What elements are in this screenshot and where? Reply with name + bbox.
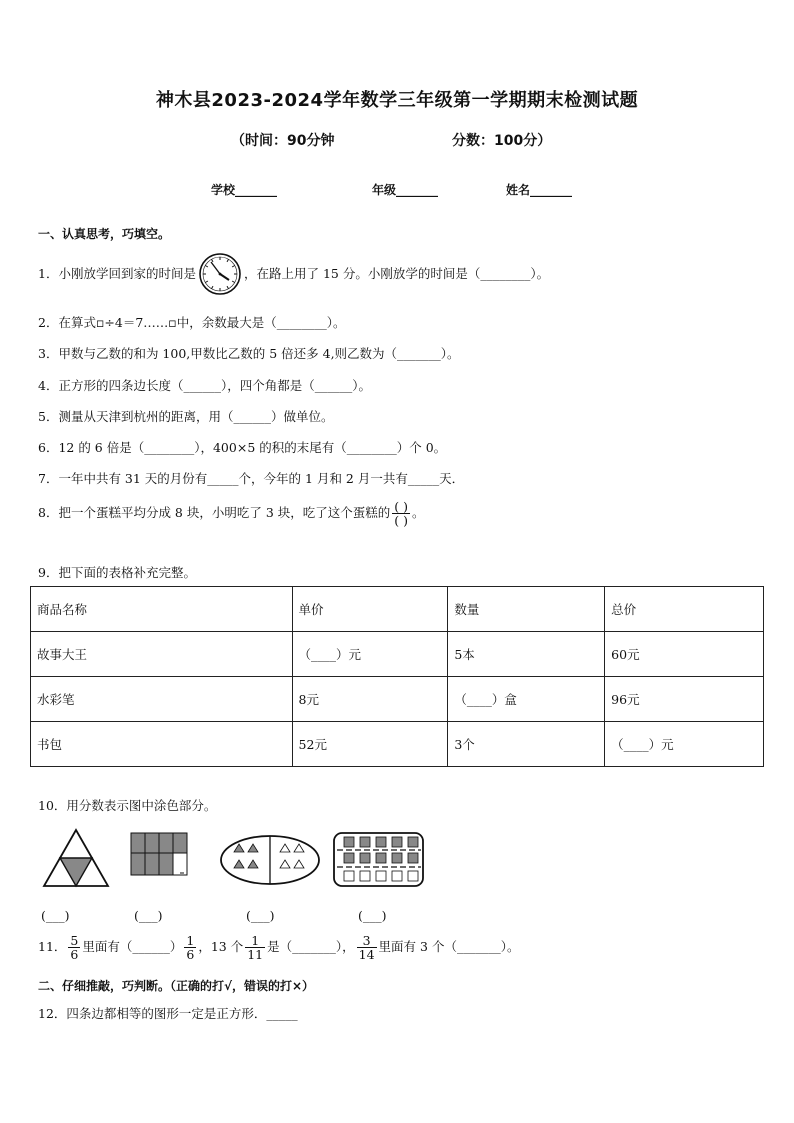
table-cell: 60元: [605, 632, 764, 677]
question-6: 6．12 的 6 倍是（________），400×5 的积的末尾有（________）个 0。: [38, 440, 447, 455]
grid-rectangle-figure: [130, 832, 190, 878]
page-title: 神木县2023-2024学年数学三年级第一学期期末检测试题: [155, 90, 639, 111]
question-2: 2．在算式▫÷4＝7……▫中，余数最大是（________）。: [38, 315, 346, 330]
clock-icon: [198, 252, 242, 296]
question-8-text: 8．把一个蛋糕平均分成 8 块，小明吃了 3 块，吃了这个蛋糕的: [38, 505, 391, 521]
question-7: 7．一年中共有 31 天的月份有_____个，今年的 1 月和 2 月一共有_____天．: [38, 471, 465, 486]
goods-table: [30, 586, 764, 767]
table-row: [31, 722, 764, 767]
question-1: [38, 264, 549, 282]
table-cell: 8元: [292, 677, 448, 722]
section-heading-1: 一、认真思考，巧填空。: [38, 227, 171, 241]
table-cell: 52元: [292, 722, 448, 767]
question-4: 4．正方形的四条边长度（______），四个角都是（______）。: [38, 378, 371, 393]
table-cell-blank[interactable]: （____）元: [605, 722, 764, 767]
question-5: 5．测量从天津到杭州的距离，用（______）做单位。: [38, 409, 334, 424]
fraction-denominator: 6: [186, 947, 195, 963]
fraction-denominator: 14: [358, 947, 375, 963]
question-12: 12．四条边都相等的图形一定是正方形．_____: [38, 1006, 298, 1021]
fraction: [68, 934, 80, 961]
fraction-denominator-blank[interactable]: ( ): [394, 513, 408, 529]
question-11-text: ，13 个: [198, 939, 244, 955]
fraction-numerator: 5: [70, 933, 79, 948]
school-field[interactable]: 学校_______: [211, 183, 278, 197]
fraction: [357, 934, 377, 961]
table-cell: 3个: [448, 722, 605, 767]
question-1-text-before: 1．小刚放学回到家的时间是: [38, 266, 196, 281]
table-row: [31, 632, 764, 677]
fraction: [184, 934, 196, 961]
table-cell-blank[interactable]: （____）盒: [448, 677, 605, 722]
answer-blank[interactable]: (___): [134, 908, 163, 923]
table-header: 单价: [292, 587, 448, 632]
section-heading-2: 二、仔细推敲，巧判断。（正确的打√，错误的打×）: [38, 979, 315, 993]
fraction-numerator: 1: [186, 933, 195, 948]
fraction-denominator: 11: [247, 947, 264, 963]
table-cell: 96元: [605, 677, 764, 722]
question-11-text: 里面有 3 个（_______）。: [378, 939, 520, 955]
answer-blank[interactable]: (___): [358, 908, 387, 923]
exam-score: 分数：100分）: [452, 133, 552, 149]
fraction-numerator: 1: [245, 934, 265, 948]
question-11-text: 里面有（______）: [82, 939, 183, 955]
table-cell: 水彩笔: [31, 677, 293, 722]
question-8-end: 。: [412, 505, 425, 521]
table-row: [31, 677, 764, 722]
question-10: 10．用分数表示图中涂色部分。: [38, 798, 217, 813]
oval-triangles-figure: [219, 834, 321, 886]
fraction: [245, 934, 265, 961]
question-11-number: 11．: [38, 939, 67, 955]
question-11-text: 是（_______），: [267, 939, 355, 955]
fraction-denominator: 6: [70, 947, 79, 963]
rounded-box-squares-figure: [333, 832, 425, 888]
table-header: 商品名称: [31, 587, 293, 632]
question-8: [38, 500, 425, 527]
table-cell: 故事大王: [31, 632, 293, 677]
table-header: 数量: [448, 587, 605, 632]
question-1-text-after: ，在路上用了 15 分。小刚放学的时间是（________）。: [243, 266, 550, 281]
triangle-figure: [40, 826, 112, 890]
question-8-fraction: [392, 500, 410, 527]
table-cell-blank[interactable]: （____）元: [292, 632, 448, 677]
answer-blank[interactable]: (___): [41, 908, 70, 923]
table-cell: 5本: [448, 632, 605, 677]
answer-blank[interactable]: (___): [246, 908, 275, 923]
fraction-numerator: 3: [357, 934, 377, 948]
name-field[interactable]: 姓名_______: [506, 183, 573, 197]
question-9: 9．把下面的表格补充完整。: [38, 565, 196, 580]
question-11: [38, 934, 519, 961]
exam-time: （时间：90分钟: [231, 133, 335, 149]
question-3: 3．甲数与乙数的和为 100,甲数比乙数的 5 倍还多 4,则乙数为（_______）。: [38, 346, 460, 361]
table-header-row: [31, 587, 764, 632]
grade-field[interactable]: 年级_______: [372, 183, 439, 197]
table-header: 总价: [605, 587, 764, 632]
table-cell: 书包: [31, 722, 293, 767]
fraction-numerator-blank[interactable]: ( ): [394, 499, 408, 514]
